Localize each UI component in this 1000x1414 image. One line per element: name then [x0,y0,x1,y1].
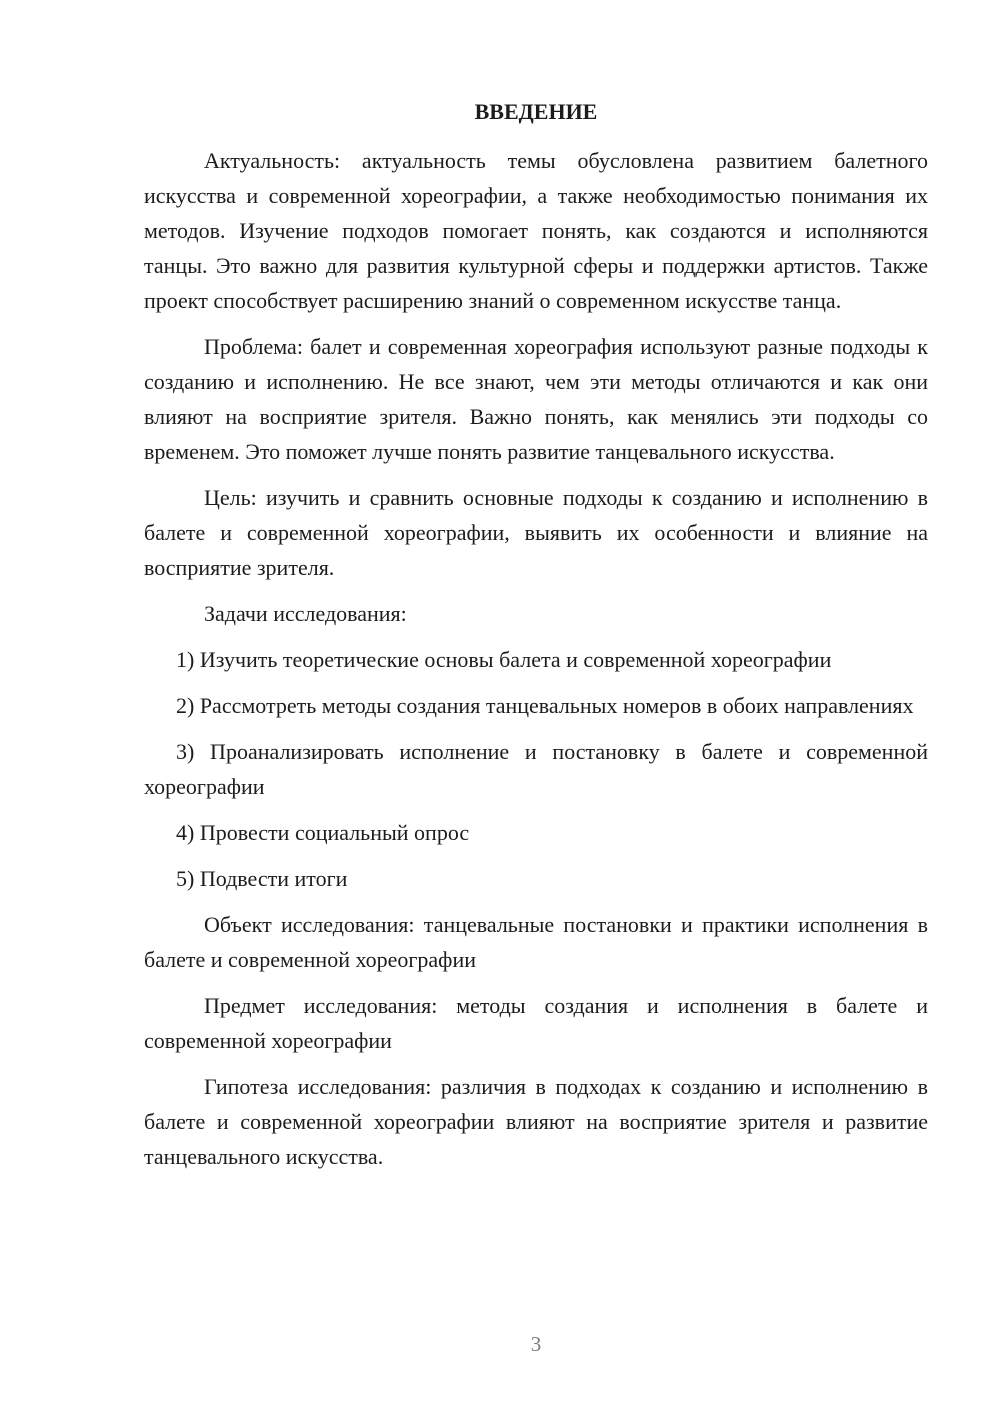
task-item: 4) Провести социальный опрос [176,820,470,845]
relevance-paragraph: Актуальность: актуальность темы обусловлена развитием балетного искусства и современной хореографии, а также необходимостью понимания их методов. Изучение подходов помогает понять, как создаются и исполняются танцы. Это важно для развития культурной сферы и поддержки артистов. Также проект способствует расширению знаний о современном искусстве танца. [144,148,928,313]
task-item: 3) Проанализировать исполнение и постановку в балете и современной хореографии [144,739,928,799]
goal-paragraph: Цель: изучить и сравнить основные подходы к созданию и исполнению в балете и современной хореографии, выявить их особенности и влияние на восприятие зрителя. [144,485,928,580]
object-paragraph: Объект исследования: танцевальные постановки и практики исполнения в балете и современной хореографии [144,912,928,972]
task-item: 5) Подвести итоги [176,866,348,891]
page-number: 3 [530,1332,542,1356]
problem-paragraph: Проблема: балет и современная хореография используют разные подходы к созданию и исполнению. Не все знают, чем эти методы отличаются и как они влияют на восприятие зрителя. Важно понять, как менялись эти подходы со временем. Это поможет лучше понять развитие танцевального искусства. [144,334,928,464]
tasks-heading: Задачи исследования: [204,601,407,626]
task-item: 1) Изучить теоретические основы балета и современной хореографии [176,647,832,672]
hypothesis-paragraph: Гипотеза исследования: различия в подходах к созданию и исполнению в балете и современной хореографии влияют на восприятие зрителя и развитие танцевального искусства. [144,1074,928,1169]
task-item: 2) Рассмотреть методы создания танцевальных номеров в обоих направлениях [176,693,914,718]
page-content [144,94,928,1185]
subject-paragraph: Предмет исследования: методы создания и исполнения в балете и современной хореографии [144,993,928,1053]
page-title: ВВЕДЕНИЕ [474,99,598,124]
